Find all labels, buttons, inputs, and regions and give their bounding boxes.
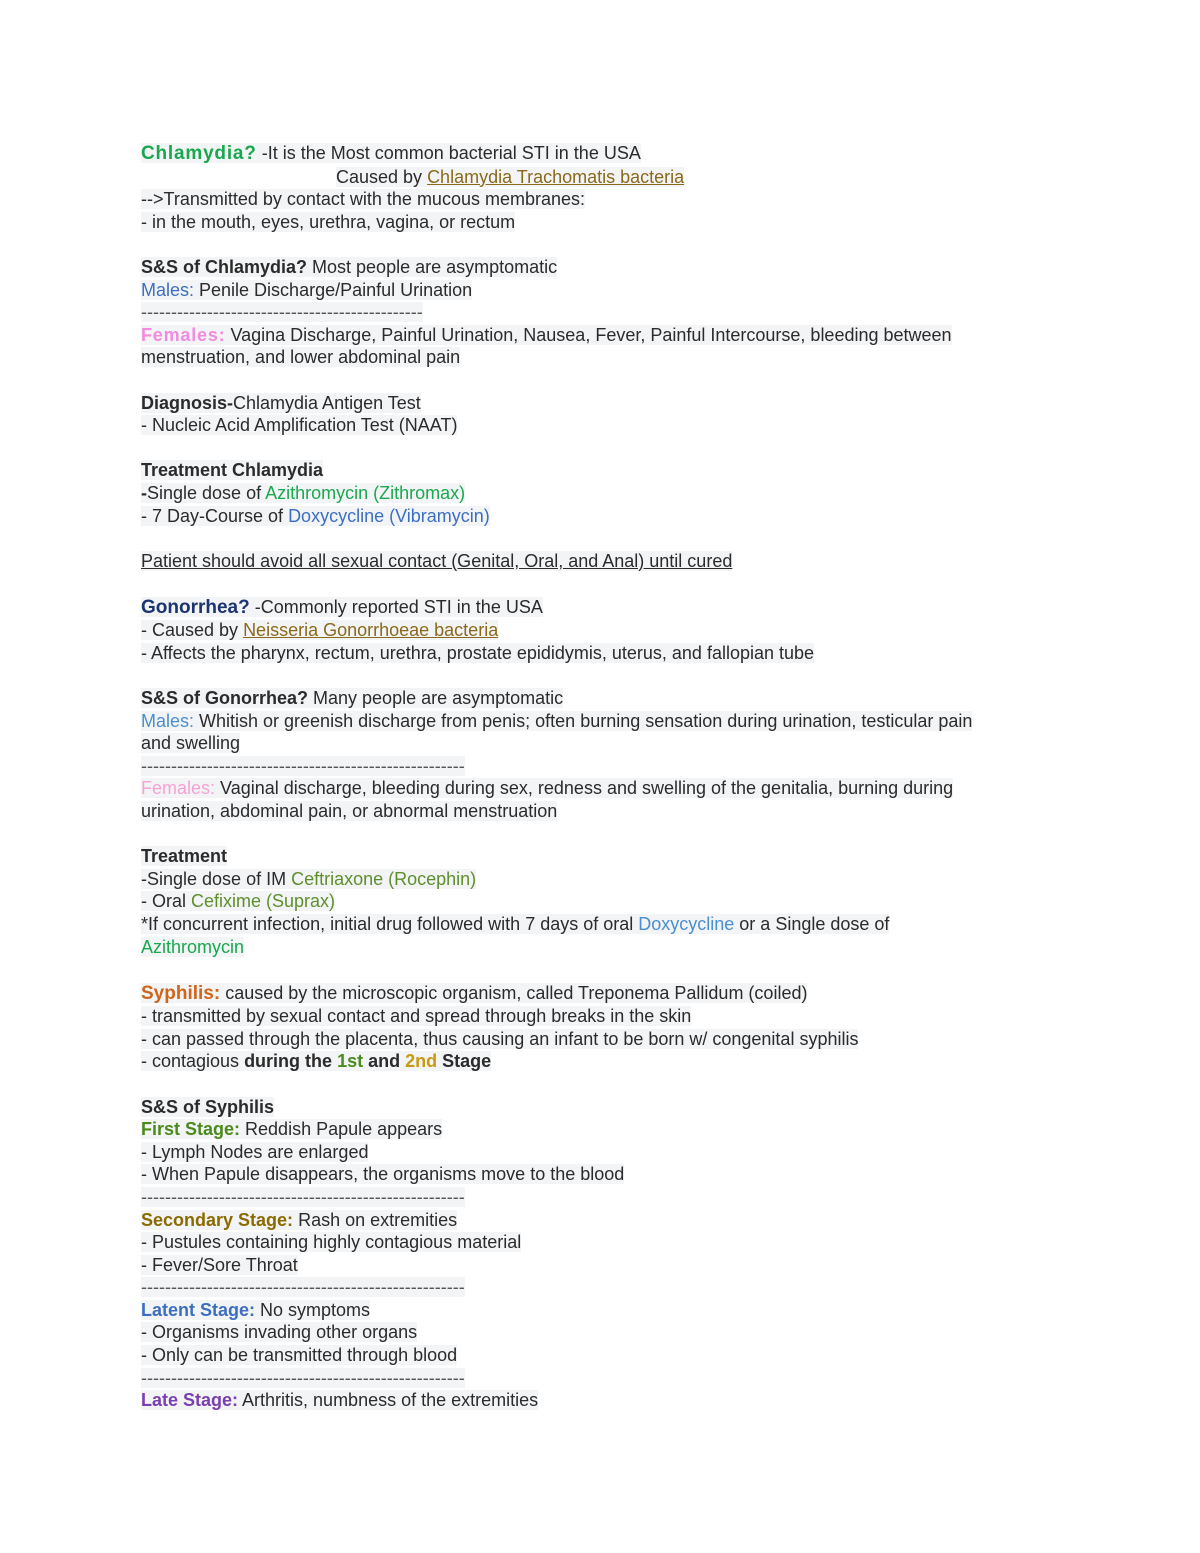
gonorrhea-treatment-1: -Single dose of IM Ceftriaxone (Rocephin) xyxy=(141,868,477,889)
chlamydia-treatment-2: - 7 Day-Course of Doxycycline (Vibramycin) xyxy=(141,505,490,526)
first-stage-ref: 1st xyxy=(337,1051,364,1072)
gonorrhea-title-line: Gonorrhea? -Commonly reported STI in the USA xyxy=(141,596,543,618)
gonorrhea-divider: ------------------------------------------------------ xyxy=(141,755,465,776)
chlamydia-females-line: Females: Vagina Discharge, Painful Urination, Nausea, Fever, Painful Intercourse, bleeding between xyxy=(141,324,952,345)
chlamydia-bacteria-link[interactable]: Chlamydia Trachomatis bacteria xyxy=(427,166,685,187)
syphilis-secondary-l1: - Pustules containing highly contagious material xyxy=(141,1232,522,1253)
syphilis-line-1: - transmitted by sexual contact and spread through breaks in the skin xyxy=(141,1006,692,1027)
latent-stage-label: Latent Stage: xyxy=(141,1299,256,1320)
syphilis-first-l2: - When Papule disappears, the organisms move to the blood xyxy=(141,1164,625,1185)
azithromycin-drug: Azithromycin (Zithromax) xyxy=(265,482,466,503)
chlamydia-caused-prefix: Caused by xyxy=(336,166,428,187)
chlamydia-treatment-1: -Single dose of Azithromycin (Zithromax) xyxy=(141,482,466,503)
syphilis-heading: Syphilis: xyxy=(141,982,221,1004)
gonorrhea-affects: - Affects the pharynx, rectum, urethra, prostate epididymis, uterus, and fallopian tube xyxy=(141,642,815,663)
syphilis-latent-l1: - Organisms invading other organs xyxy=(141,1322,418,1343)
gonorrhea-males-label: Males: xyxy=(141,710,195,731)
chlamydia-females-label: Females: xyxy=(141,324,226,345)
doxycycline-drug: Doxycycline (Vibramycin) xyxy=(288,505,490,526)
chlamydia-naat: - Nucleic Acid Amplification Test (NAAT) xyxy=(141,415,458,436)
doxycycline-drug-2: Doxycycline xyxy=(638,913,735,934)
late-stage-label: Late Stage: xyxy=(141,1390,239,1411)
chlamydia-heading: Chlamydia? xyxy=(141,143,257,164)
gonorrhea-females-line: Females: Vaginal discharge, bleeding during sex, redness and swelling of the genitalia, burning during xyxy=(141,778,954,799)
chlamydia-diagnosis-line: Diagnosis-Chlamydia Antigen Test xyxy=(141,392,421,413)
chlamydia-males-line: Males: Penile Discharge/Painful Urination xyxy=(141,279,473,300)
chlamydia-males-label: Males: xyxy=(141,279,195,300)
chlamydia-sites: - in the mouth, eyes, urethra, vagina, or rectum xyxy=(141,211,516,232)
gonorrhea-treatment-heading: Treatment xyxy=(141,846,228,867)
chlamydia-transmitted: -->Transmitted by contact with the mucous membranes: xyxy=(141,189,586,210)
document-page xyxy=(141,142,1061,1412)
chlamydia-ss-line: S&S of Chlamydia? Most people are asymptomatic xyxy=(141,256,558,277)
syphilis-title-line: Syphilis: caused by the microscopic organism, called Treponema Pallidum (coiled) xyxy=(141,982,808,1004)
syphilis-secondary-stage: Secondary Stage: Rash on extremities xyxy=(141,1209,458,1230)
syphilis-first-l1: - Lymph Nodes are enlarged xyxy=(141,1141,369,1162)
chlamydia-ss-heading: S&S of Chlamydia? xyxy=(141,256,308,277)
gonorrhea-caused-line: - Caused by Neisseria Gonorrhoeae bacteria xyxy=(141,620,499,641)
gonorrhea-heading: Gonorrhea? xyxy=(141,596,250,618)
gonorrhea-ss-line: S&S of Gonorrhea? Many people are asymptomatic xyxy=(141,688,564,709)
chlamydia-title-line xyxy=(141,142,1061,166)
gonorrhea-females-label: Females: xyxy=(141,778,216,799)
azithromycin-drug-2: Azithromycin xyxy=(141,936,245,957)
gonorrhea-bacteria-link[interactable]: Neisseria Gonorrhoeae bacteria xyxy=(243,620,499,641)
gonorrhea-ss-heading: S&S of Gonorrhea? xyxy=(141,688,309,709)
gonorrhea-treatment-2: - Oral Cefixime (Suprax) xyxy=(141,891,336,912)
syphilis-secondary-l2: - Fever/Sore Throat xyxy=(141,1254,298,1275)
syphilis-divider-2: ------------------------------------------------------ xyxy=(141,1277,465,1298)
chlamydia-caused-line xyxy=(141,166,1061,189)
syphilis-line-2: - can passed through the placenta, thus causing an infant to be born w/ congenital syphilis xyxy=(141,1028,859,1049)
gonorrhea-males-line2: and swelling xyxy=(141,733,241,754)
syphilis-divider-1: ------------------------------------------------------ xyxy=(141,1186,465,1207)
chlamydia-treatment-heading: Treatment Chlamydia xyxy=(141,460,324,481)
gonorrhea-females-line2: urination, abdominal pain, or abnormal menstruation xyxy=(141,801,558,822)
chlamydia-avoid-note: Patient should avoid all sexual contact (Genital, Oral, and Anal) until cured xyxy=(141,550,733,571)
chlamydia-diagnosis-label: Diagnosis- xyxy=(141,392,234,413)
syphilis-latent-l2: - Only can be transmitted through blood xyxy=(141,1345,458,1366)
syphilis-late-stage: Late Stage: Arthritis, numbness of the extremities xyxy=(141,1390,539,1411)
syphilis-first-stage: First Stage: Reddish Papule appears xyxy=(141,1119,443,1140)
gonorrhea-treatment-3: *If concurrent infection, initial drug followed with 7 days of oral Doxycycline or a Single dose of xyxy=(141,913,890,934)
secondary-stage-label: Secondary Stage: xyxy=(141,1209,294,1230)
cefixime-drug: Cefixime (Suprax) xyxy=(191,891,336,912)
syphilis-ss-heading: S&S of Syphilis xyxy=(141,1096,275,1117)
syphilis-line-3: - contagious during the 1st and 2nd Stage xyxy=(141,1051,492,1072)
chlamydia-divider: ----------------------------------------------- xyxy=(141,302,423,323)
second-stage-ref: 2nd xyxy=(405,1051,438,1072)
gonorrhea-treatment-3b xyxy=(141,936,1061,959)
syphilis-divider-3: ------------------------------------------------------ xyxy=(141,1367,465,1388)
chlamydia-females-line2: menstruation, and lower abdominal pain xyxy=(141,347,461,368)
first-stage-label: First Stage: xyxy=(141,1119,241,1140)
chlamydia-intro: -It is the Most common bacterial STI in the USA xyxy=(256,143,641,163)
syphilis-latent-stage: Latent Stage: No symptoms xyxy=(141,1299,371,1320)
ceftriaxone-drug: Ceftriaxone (Rocephin) xyxy=(291,868,477,889)
gonorrhea-males-line: Males: Whitish or greenish discharge from penis; often burning sensation during urination, testicular pain xyxy=(141,710,973,731)
